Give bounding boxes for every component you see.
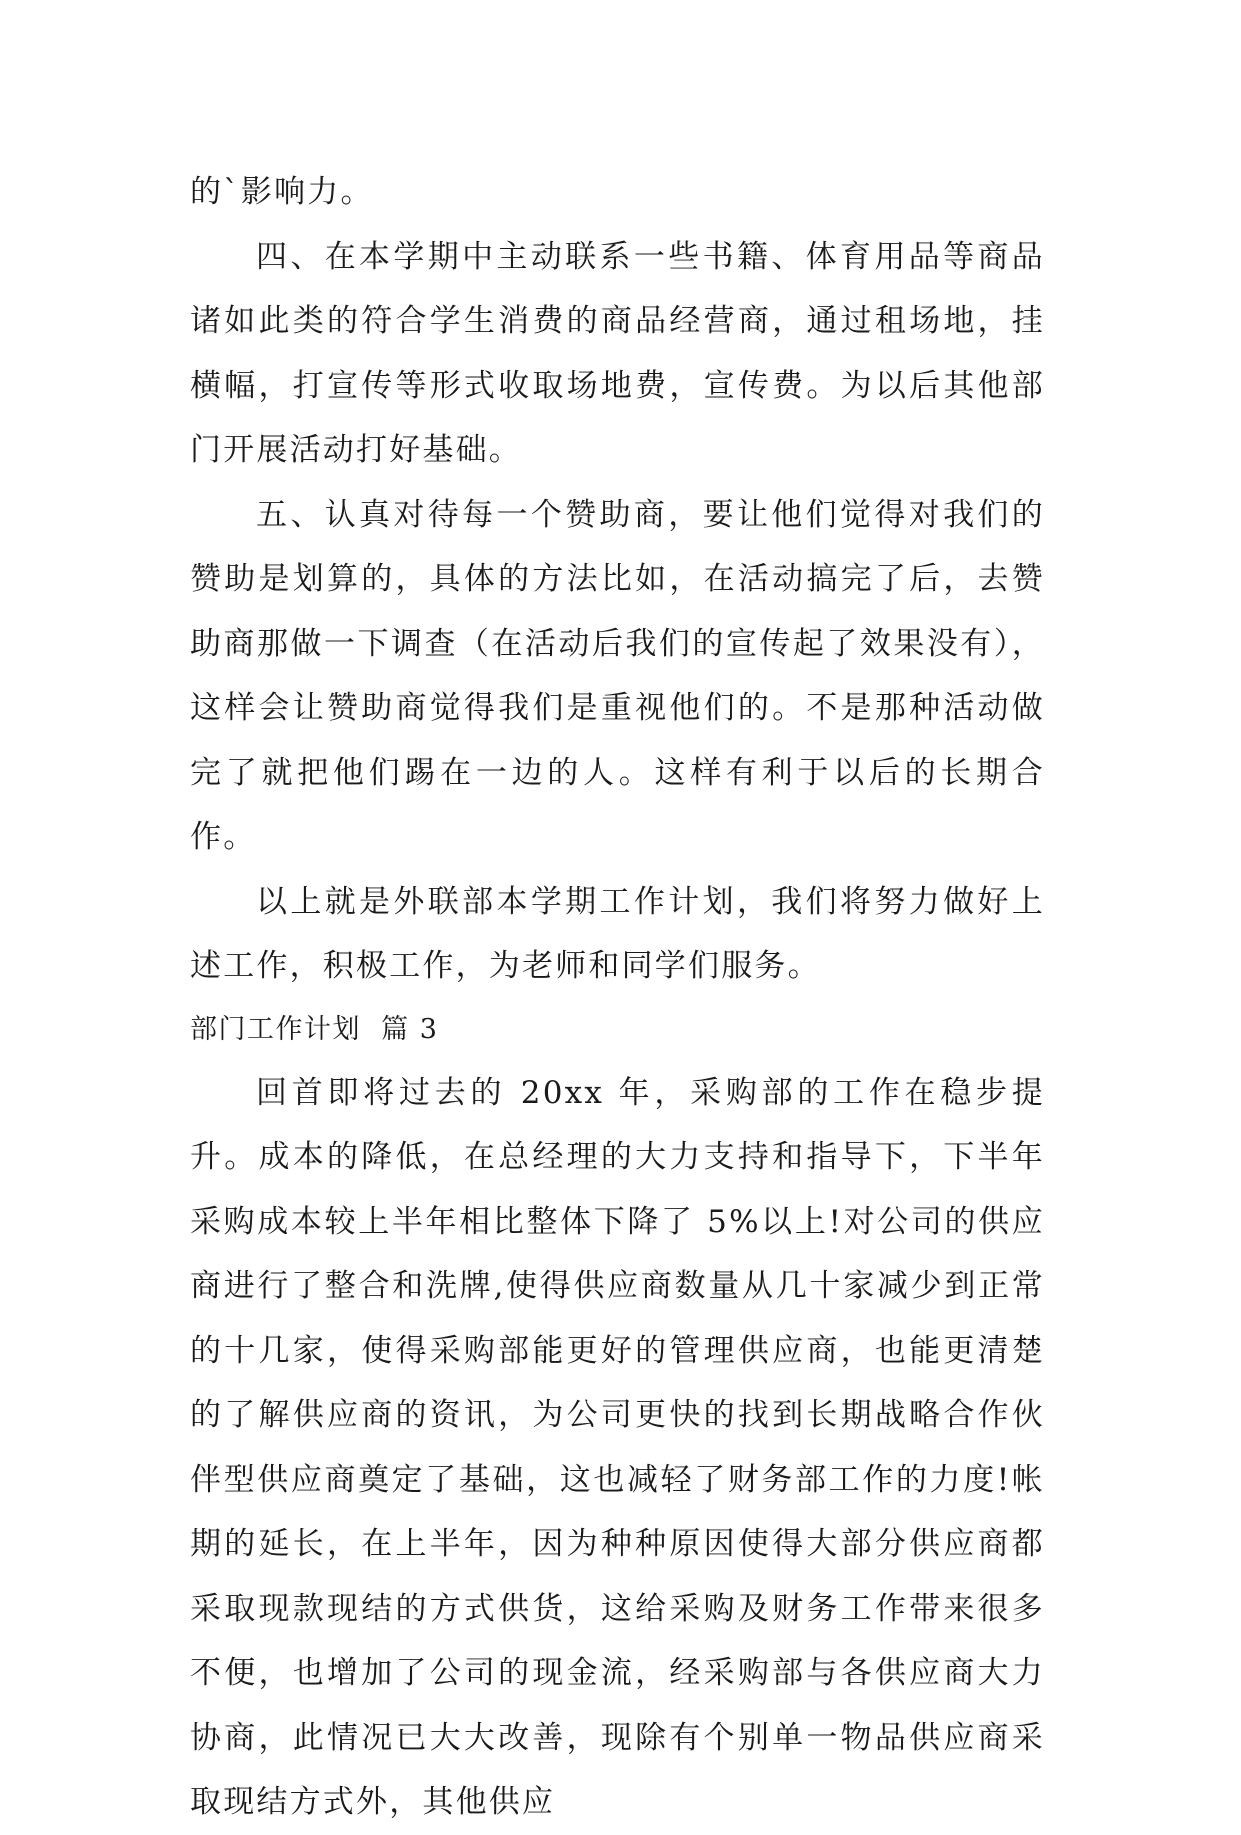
paragraph-item-four: 四、在本学期中主动联系一些书籍、体育用品等商品诸如此类的符合学生消费的商品经营商，通过租场地，挂横幅，打宣传等形式收取场地费，宣传费。为以后其他部门开展活动打好基础。 [190,238,1045,468]
paragraph-summary: 以上就是外联部本学期工作计划，我们将努力做好上述工作，积极工作，为老师和同学们服务。 [190,883,1045,984]
paragraph-continuation: 的`影响力。 [190,174,374,210]
document-body [190,160,1045,1835]
paragraph-item-five: 五、认真对待每一个赞助商，要让他们觉得对我们的赞助是划算的，具体的方法比如，在活动搞完了后，去赞助商那做一下调查（在活动后我们的宣传起了效果没有），这样会让赞助商觉得我们是重视他们的。不是那种活动做完了就把他们踢在一边的人。这样有利于以后的长期合作。 [190,496,1045,855]
paragraph-procurement: 回首即将过去的 20xx 年，采购部的工作在稳步提升。成本的降低，在总经理的大力支持和指导下，下半年采购成本较上半年相比整体下降了 5%以上!对公司的供应商进行了整合和洗牌,使得供应商数量从几十家减少到正常的十几家，使得采购部能更好的管理供应商，也能更清楚的了解供应商的资讯，为公司更快的找到长期战略合作伙伴型供应商奠定了基础，这也减轻了财务部工作的力度!帐期的延长，在上半年，因为种种原因使得大部分供应商都采取现款现结的方式供货，这给采购及财务工作带来很多不便，也增加了公司的现金流，经采购部与各供应商大力协商，此情况已大大改善，现除有个别单一物品供应商采取现结方式外，其他供应 [190,1074,1045,1820]
section-heading: 部门工作计划 篇 3 [190,1013,439,1045]
